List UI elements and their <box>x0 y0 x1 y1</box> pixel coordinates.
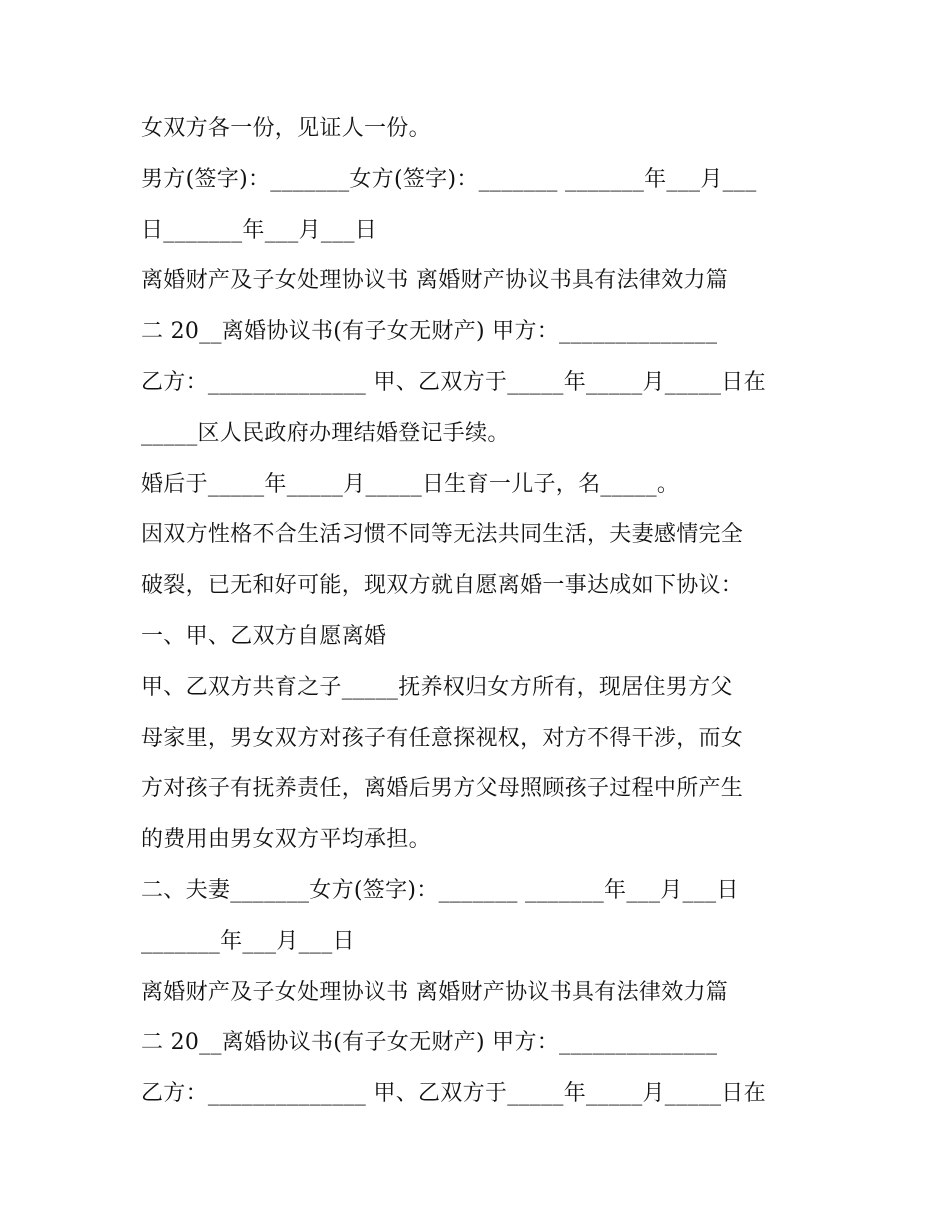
text-line: 日_______年___月___日 <box>141 217 378 243</box>
section-heading: 一、甲、乙双方自愿离婚 <box>141 623 387 649</box>
text-line: 男方(签字)：_______女方(签字)：_______ _______年___月___ <box>141 166 757 192</box>
text-line: 二、夫妻_______女方(签字)：_______ _______年___月___日 <box>141 877 739 903</box>
text-line: 女双方各一份，见证人一份。 <box>141 116 431 141</box>
text-line: 乙方：______________ 甲、乙双方于_____年_____月_____日在 <box>141 369 766 395</box>
text-line: _____区人民政府办理结婚登记手续。 <box>141 420 510 446</box>
text-line: _______年___月___日 <box>141 928 355 954</box>
document-body <box>141 104 831 1120</box>
text-line: 离婚财产及子女处理协议书 离婚财产协议书具有法律效力篇 <box>141 979 729 1005</box>
text-line: 乙方：______________ 甲、乙双方于_____年_____月_____日在 <box>141 1081 766 1107</box>
text-line: 二 20__离婚协议书(有子女无财产) 甲方：______________ <box>141 319 718 345</box>
text-line: 因双方性格不合生活习惯不同等无法共同生活，夫妻感情完全 <box>141 522 744 548</box>
text-line: 离婚财产及子女处理协议书 离婚财产协议书具有法律效力篇 <box>141 268 729 294</box>
text-line: 甲、乙双方共育之子_____抚养权归女方所有，现居住男方父 <box>141 674 733 700</box>
text-line: 母家里，男女双方对孩子有任意探视权，对方不得干涉，而女 <box>141 725 744 751</box>
text-line: 破裂，已无和好可能，现双方就自愿离婚一事达成如下协议： <box>141 573 744 599</box>
text-line: 二 20__离婚协议书(有子女无财产) 甲方：______________ <box>141 1030 718 1056</box>
text-line: 方对孩子有抚养责任，离婚后男方父母照顾孩子过程中所产生 <box>141 776 744 802</box>
text-line: 的费用由男女双方平均承担。 <box>141 827 431 853</box>
text-line: 婚后于_____年_____月_____日生育一儿子，名_____。 <box>141 471 680 497</box>
